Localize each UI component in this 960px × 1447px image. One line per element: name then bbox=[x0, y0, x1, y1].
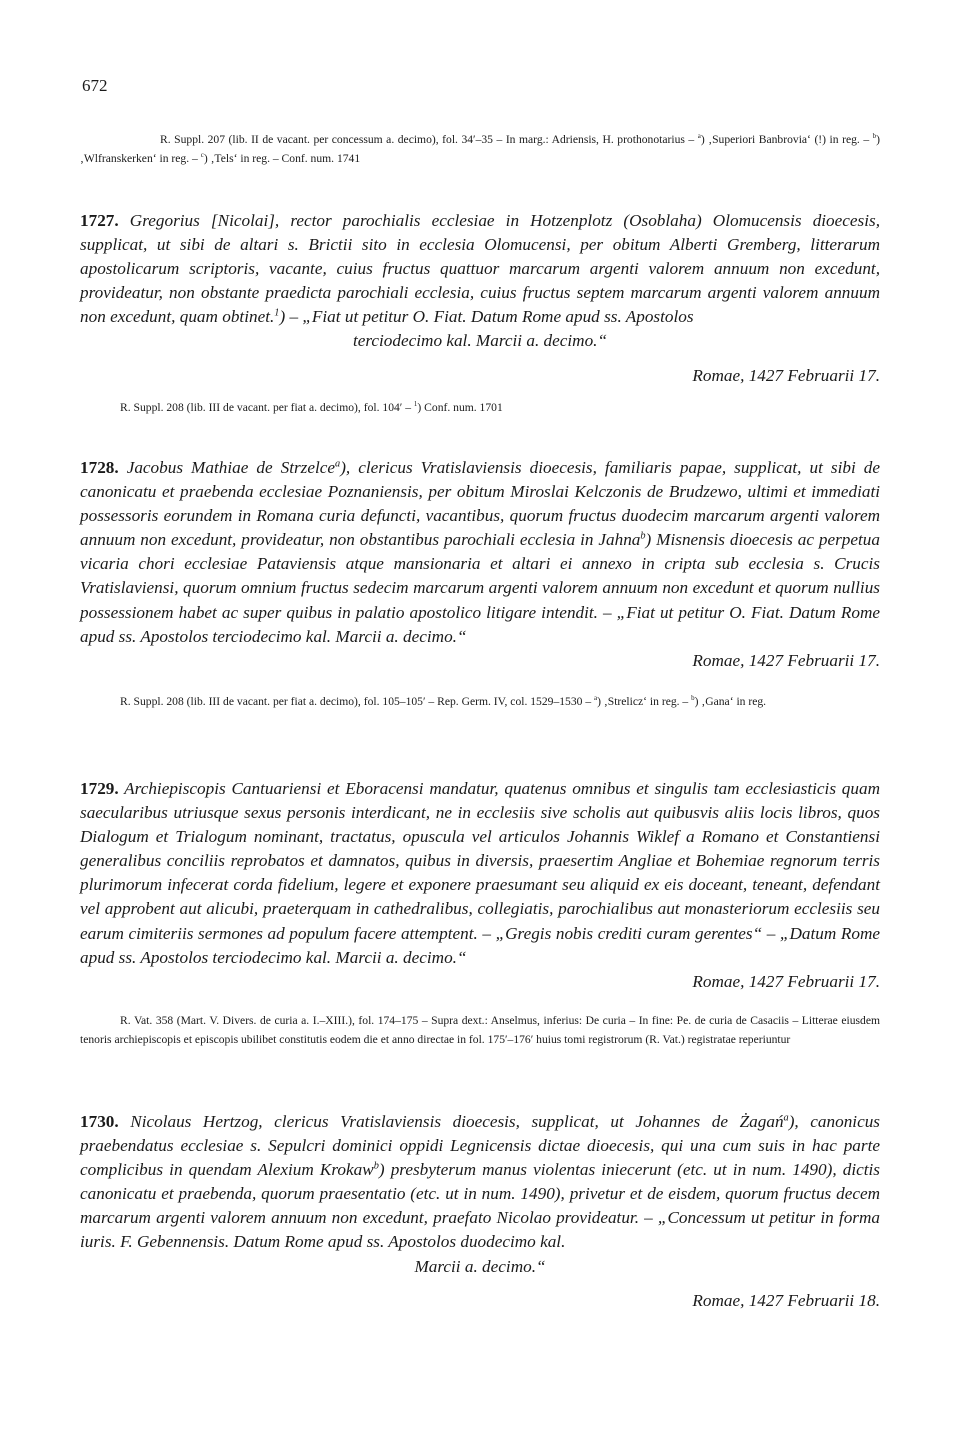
note-text: R. Suppl. 208 (lib. III de vacant. per fiat a. decimo), fol. 105–105′ – Rep. Germ. IV, col. 1529–1530 – bbox=[120, 695, 595, 708]
note-text: ) ‚Strelicz‘ in reg. – bbox=[597, 695, 692, 708]
footnote-mark: 1 bbox=[413, 400, 418, 409]
footnote-mark: c bbox=[200, 151, 204, 160]
footnote-mark: b bbox=[691, 694, 695, 703]
footnote-mark: b bbox=[373, 1160, 379, 1172]
entry-closing: Marcii a. decimo.“ bbox=[414, 1256, 546, 1276]
entry-number: 1729. bbox=[80, 779, 119, 798]
entry-date: Romae, 1427 Februarii 17. bbox=[692, 365, 880, 385]
entry-text: Gregorius [Nicolai], rector parochialis ecclesiae in Hotzenplotz (Osoblaha) Olomucensis dioecesis, supplicat, ut sibi de altari s. Brictii sito in ecclesia Olomucensi, per obitum Alberti Gremberg, litterarum apostolicarum scriptoris, vacante, cuius fructus quattuor marcarum argenti valorem annuum non excedunt, provideatur, non obstante praedicta parochiali ecclesia, cuius fructus septem marcarum argenti valorem annuum non excedunt, quam obtinet. bbox=[80, 211, 880, 327]
entry-text: Jacobus Mathiae de Strzelce bbox=[118, 458, 336, 477]
footnote-apparatus-1727 bbox=[80, 398, 880, 417]
footnote-mark: a bbox=[335, 458, 341, 470]
note-text: R. Vat. 358 (Mart. V. Divers. de curia a. I.–XIII.), fol. 174–175 – Supra dext.: Anselmus, inferius: De curia – In fine: Pe. de curia de Casaciis – Litterae eiusdem tenoris archiepiscopis et episcopis ubilibet constitutis eodem die et anno directae in fol. 175′–176′ huius tomi registrorum (R. Vat.) registratae reperiuntur bbox=[80, 1014, 880, 1046]
footnote-apparatus-1728 bbox=[80, 692, 880, 711]
entry-number: 1728. bbox=[80, 458, 119, 477]
entry-date: Romae, 1427 Februarii 17. bbox=[692, 650, 880, 670]
entry-text: ) presbyterum manus violentas iniecerunt (etc. ut in num. 1490), dictis canonicatu et praebenda, quorum praesentatio (etc. ut in num. 1490), privetur et de eisdem, quorum fructus decem marcarum argenti valorem annuum non excedunt, praefato Nicolao provideatur. – „Concessum ut petitur in forma iuris. F. Gebennensis. Datum Rome apud ss. Apostolos duodecimo kal. bbox=[80, 1160, 881, 1252]
entry-text: ) – „Fiat ut petitur O. Fiat. Datum Rome apud ss. Apostolos bbox=[279, 307, 694, 327]
entry-number: 1727. bbox=[80, 211, 119, 230]
footnote-apparatus-1726 bbox=[80, 130, 880, 168]
entry-text: Archiepiscopis Cantuariensi et Eboracensi mandatur, quatenus omnibus et singulis tam ecclesiasticis quam saecularibus utriusque sexus personis interdicant, ne in ecclesiis sive scholis aut quibusvis aliis locis libros, quos Dialogum et Trialogum nominant, tractatus, opuscula vel articulos Johannis Wiklef a Romano et Constantiensi generalibus conciliis reprobatos et damnatos, quibus in diversis, praesertim Angliae et Bohemiae regnorum terris plurimorum infecerat corda fidelium, legere et exponere praesumant seu aliquid ex eis doceant, teneant, defendant vel approbent aut alicubi, praeterquam in cathedralibus, collegiatis, parochialibus aut monasteriorum ecclesiis seu earum cimiteriis sermones ad populum facere attemptent. – „Gregis nobis crediti curam gerentes“ – „Datum Rome apud ss. Apostolos terciodecimo kal. Marcii a. decimo.“ bbox=[80, 779, 880, 967]
footnote-mark: 1 bbox=[274, 307, 280, 319]
entry-1728 bbox=[80, 456, 880, 673]
note-text: ) Conf. num. 1701 bbox=[417, 401, 503, 414]
entry-text: Nicolaus Hertzog, clericus Vratislaviensis dioecesis, supplicat, ut Johannes de Żagań bbox=[118, 1112, 784, 1131]
entry-date: Romae, 1427 Februarii 18. bbox=[692, 1290, 880, 1310]
entry-text: ) Misnensis dioecesis ac perpetua vicaria chori ecclesiae Pataviensis atque mansionaria et altari ei annexo in cripta sub ecclesia s. Crucis Vratislaviensi, quorum omnium fructus sedecim marcarum argenti valorem annuum non excedunt et quorum nullius possessionem habet ac super quibus in palatio apostolico litigare intendit. – „Fiat ut petitur O. Fiat. Datum Rome apud ss. Apostolos terciodecimo kal. Marcii a. decimo.“ bbox=[80, 530, 880, 646]
note-text: R. Suppl. 207 (lib. II de vacant. per concessum a. decimo), fol. 34′–35 – In marg.: Adriensis, H. prothonotarius – bbox=[160, 133, 698, 146]
page-number: 672 bbox=[82, 76, 108, 95]
entry-date: Romae, 1427 Februarii 17. bbox=[692, 971, 880, 991]
footnote-apparatus-1729 bbox=[80, 1011, 880, 1049]
entry-1727 bbox=[80, 209, 880, 388]
note-text: R. Suppl. 208 (lib. III de vacant. per fiat a. decimo), fol. 104′ – bbox=[120, 401, 414, 414]
note-text: ) ‚Gana‘ in reg. bbox=[694, 695, 767, 708]
footnote-mark: a bbox=[697, 132, 701, 141]
note-text: ) ‚Wlfranskerken‘ in reg. – bbox=[80, 133, 880, 165]
note-text: ) ‚Superiori Banbrovia‘ (!) in reg. – bbox=[700, 133, 873, 146]
footnote-mark: b bbox=[640, 530, 646, 542]
entry-1729 bbox=[80, 777, 880, 994]
note-text: ) ‚Tels‘ in reg. – Conf. num. 1741 bbox=[203, 152, 361, 165]
entry-text: ), clericus Vratislaviensis dioecesis, familiaris papae, supplicat, ut sibi de canonicatu et praebenda ecclesiae Poznaniensis, per obitum Miroslai Kelczonis de Brudzewo, ultimi et immediati possessoris eorundem in Romana curia defuncti, vacantibus, quorum fructus duodecim marcarum argenti valorem annuum non excedunt, provideatur, non obstantibus parochiali ecclesia in Jahna bbox=[80, 458, 880, 550]
footnote-mark: b bbox=[872, 132, 877, 141]
entry-closing: terciodecimo kal. Marcii a. decimo.“ bbox=[352, 331, 608, 351]
footnote-mark: a bbox=[594, 694, 598, 703]
entry-number: 1730. bbox=[80, 1112, 119, 1131]
entry-text: ), canonicus praebendatus ecclesiae s. Sepulcri dominici oppidi Legnicensis dictae dioecesis, qui una cum suis in hac parte complicibus in quendam Alexium Krokaw bbox=[80, 1112, 880, 1180]
entry-1730 bbox=[80, 1110, 880, 1313]
footnote-mark: a bbox=[783, 1112, 789, 1124]
